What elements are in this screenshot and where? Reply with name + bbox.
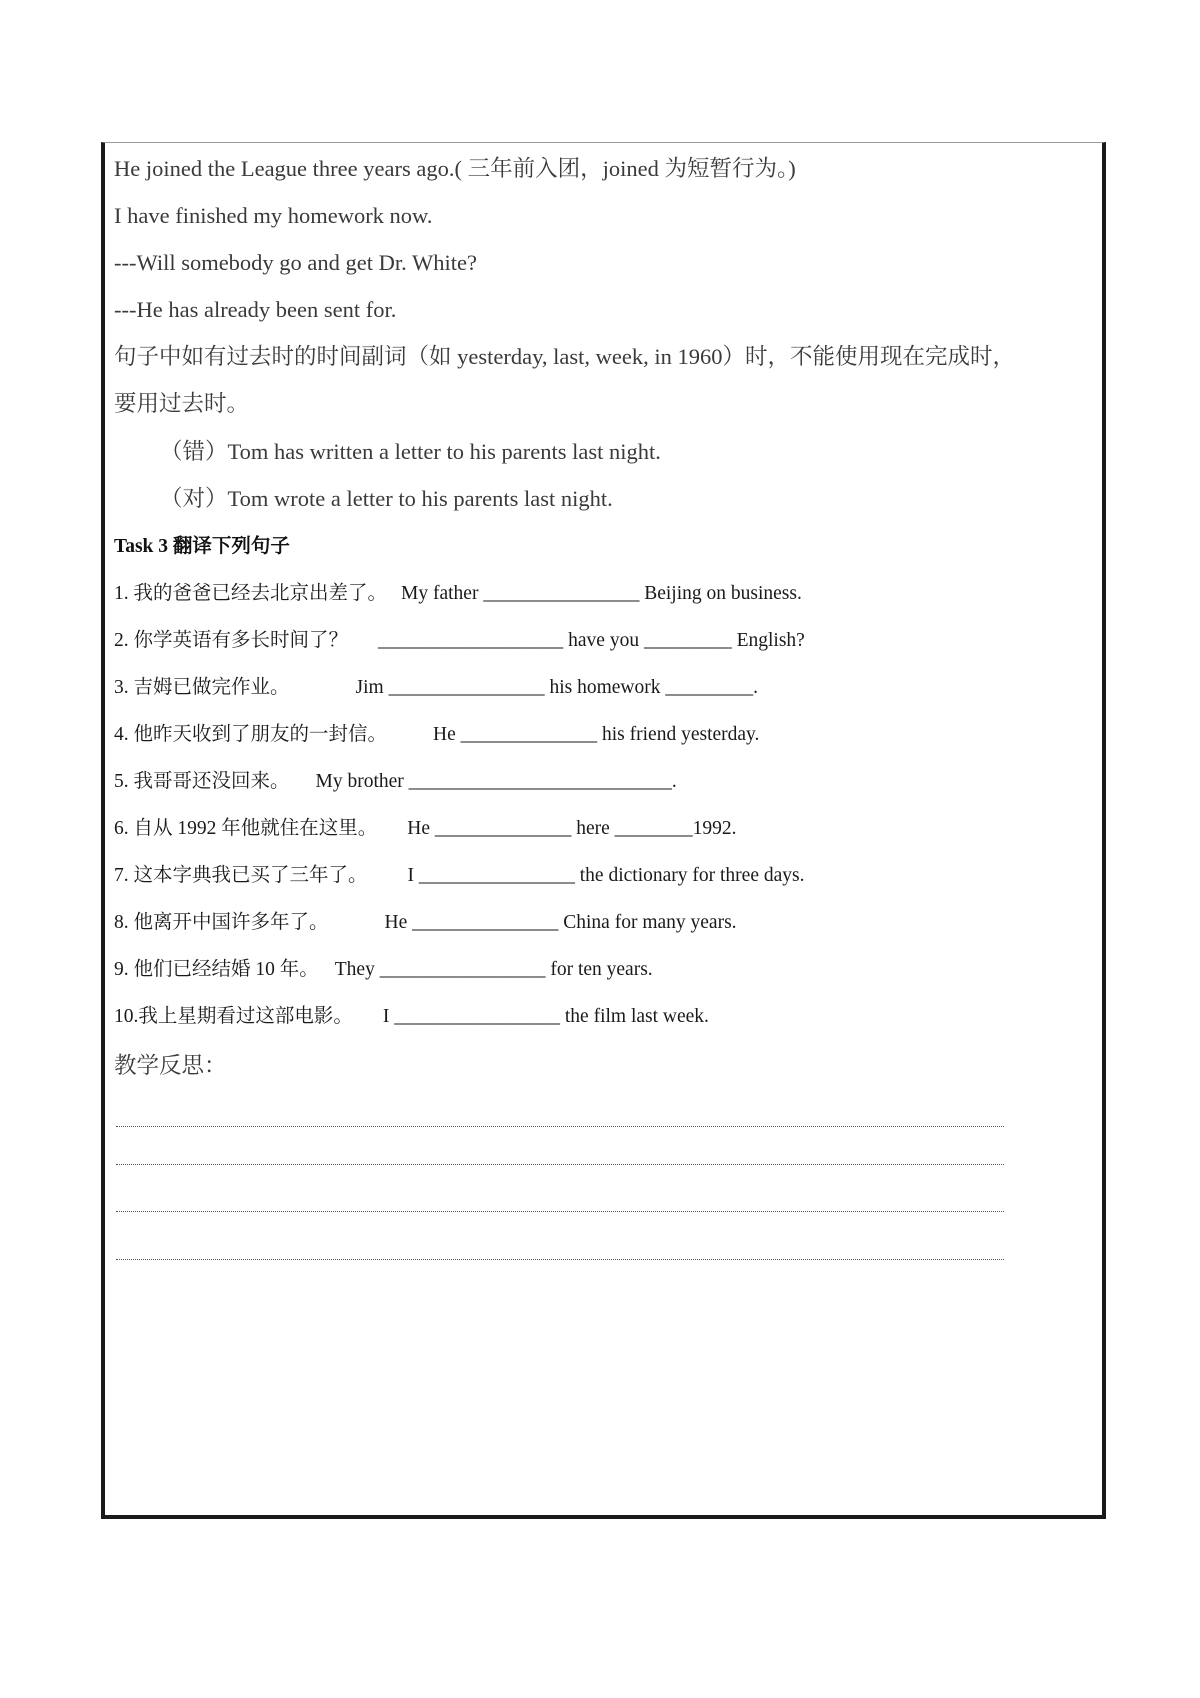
- task-item-10: [114, 1007, 709, 1027]
- reflection-label: 教学反思：: [114, 1053, 227, 1078]
- task-item-cn: 9. 他们已经结婚 10 年。: [114, 959, 319, 980]
- grammar-line-2: I have finished my homework now.: [114, 203, 433, 228]
- task-item-1: [114, 584, 802, 604]
- task-item-cn: 5. 我哥哥还没回来。: [114, 771, 290, 792]
- task-item-5: [114, 772, 677, 792]
- task-item-en: He _______________ China for many years.: [384, 912, 737, 933]
- task-item-en: They _________________ for ten years.: [334, 959, 653, 980]
- grammar-rule-line-2: 要用过去时。: [114, 391, 250, 416]
- task-item-4: [114, 725, 759, 745]
- task-item-2: [114, 631, 805, 651]
- task-item-6: [114, 819, 737, 839]
- task-heading: Task 3 翻译下列句子: [114, 536, 290, 557]
- task-item-en: My father ________________ Beijing on business.: [401, 583, 802, 604]
- task-item-cn: 7. 这本字典我已买了三年了。: [114, 865, 368, 886]
- task-item-9: [114, 960, 653, 980]
- grammar-line-1: He joined the League three years ago.( 三年前入团，joined 为短暂行为。): [114, 156, 796, 181]
- reflection-line-1[interactable]: [116, 1126, 1004, 1127]
- reflection-line-4[interactable]: [116, 1259, 1004, 1260]
- task-item-cn: 1. 我的爸爸已经去北京出差了。: [114, 583, 388, 604]
- task-item-en: I ________________ the dictionary for three days.: [407, 865, 805, 886]
- task-item-cn: 4. 他昨天收到了朋友的一封信。: [114, 724, 388, 745]
- task-item-en: I _________________ the film last week.: [382, 1006, 709, 1027]
- grammar-line-4: ---He has already been sent for.: [114, 297, 397, 322]
- task-item-cn: 8. 他离开中国许多年了。: [114, 912, 329, 933]
- task-item-en: Jim ________________ his homework _________.: [355, 677, 758, 698]
- task-item-7: [114, 866, 804, 886]
- grammar-line-3: ---Will somebody go and get Dr. White?: [114, 250, 477, 275]
- wrong-example: （错）Tom has written a letter to his parents last night.: [160, 439, 661, 464]
- reflection-line-2[interactable]: [116, 1164, 1004, 1165]
- task-item-en: He ______________ here ________1992.: [407, 818, 737, 839]
- reflection-line-3[interactable]: [116, 1211, 1004, 1212]
- task-item-cn: 3. 吉姆已做完作业。: [114, 677, 290, 698]
- task-item-cn: 6. 自从 1992 年他就住在这里。: [114, 818, 378, 839]
- right-example: （对）Tom wrote a letter to his parents last night.: [160, 486, 613, 511]
- task-item-en: My brother ___________________________.: [315, 771, 677, 792]
- task-item-cn: 2. 你学英语有多长时间了？: [114, 630, 349, 651]
- grammar-rule-line-1: 句子中如有过去时的时间副词（如 yesterday, last, week, in 1960）时，不能使用现在完成时，: [114, 344, 1015, 369]
- task-item-8: [114, 913, 737, 933]
- task-item-cn: 10.我上星期看过这部电影。: [114, 1006, 353, 1027]
- task-item-3: [114, 678, 758, 698]
- task-item-en: ___________________ have you _________ English?: [378, 630, 805, 651]
- task-item-en: He ______________ his friend yesterday.: [433, 724, 760, 745]
